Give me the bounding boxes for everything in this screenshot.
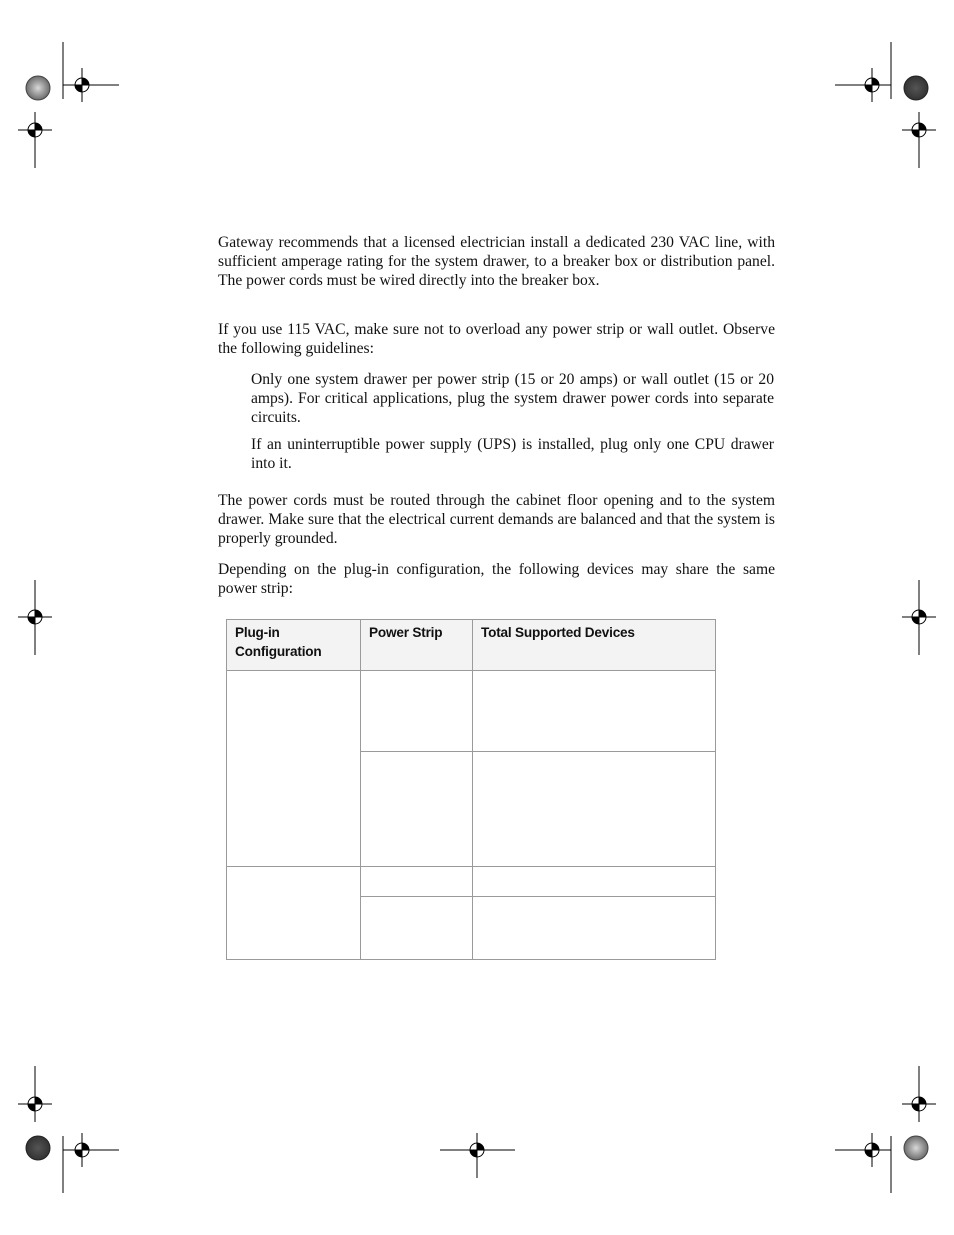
header-plugin-configuration: Plug-in Configuration [227,620,361,671]
guideline-one-drawer: Only one system drawer per power strip (15 or 20 amps) or wall outlet (15 or 20 amps). For critical applications, plug the system drawer power cords into separate circuits. [251,371,774,426]
paragraph-power-cords: The power cords must be routed through the cabinet floor opening and to the system drawer. Make sure that the electrical current demands are balanced and that the system is properly grounded. [218,492,775,547]
paragraph-dedicated-line: Gateway recommends that a licensed electrician install a dedicated 230 VAC line, with sufficient amperage rating for the system drawer, to a breaker box or distribution panel. The power cords must be wired directly into the breaker box. [218,234,775,289]
table-cell-devices [473,671,716,752]
paragraph-plug-in: Depending on the plug-in configuration, the following devices may share the same power strip: [218,561,775,597]
table-cell-devices [473,867,716,897]
table-cell-devices [473,897,716,960]
table-cell-config [227,671,361,867]
table-cell-strip [361,897,473,960]
table-cell-strip [361,671,473,752]
guideline-ups: If an uninterruptible power supply (UPS) is installed, plug only one CPU drawer into it. [251,436,774,472]
table-header-row [227,620,716,671]
table-cell-strip [361,867,473,897]
header-power-strip: Power Strip [361,620,473,671]
table-row [227,671,716,752]
paragraph-115vac: If you use 115 VAC, make sure not to overload any power strip or wall outlet. Observe the following guidelines: [218,321,775,357]
table-cell-devices [473,752,716,867]
table-cell-config [227,867,361,960]
header-total-supported-devices: Total Supported Devices [473,620,716,671]
table-row [227,867,716,897]
power-strip-table [226,619,716,960]
table-cell-strip [361,752,473,867]
